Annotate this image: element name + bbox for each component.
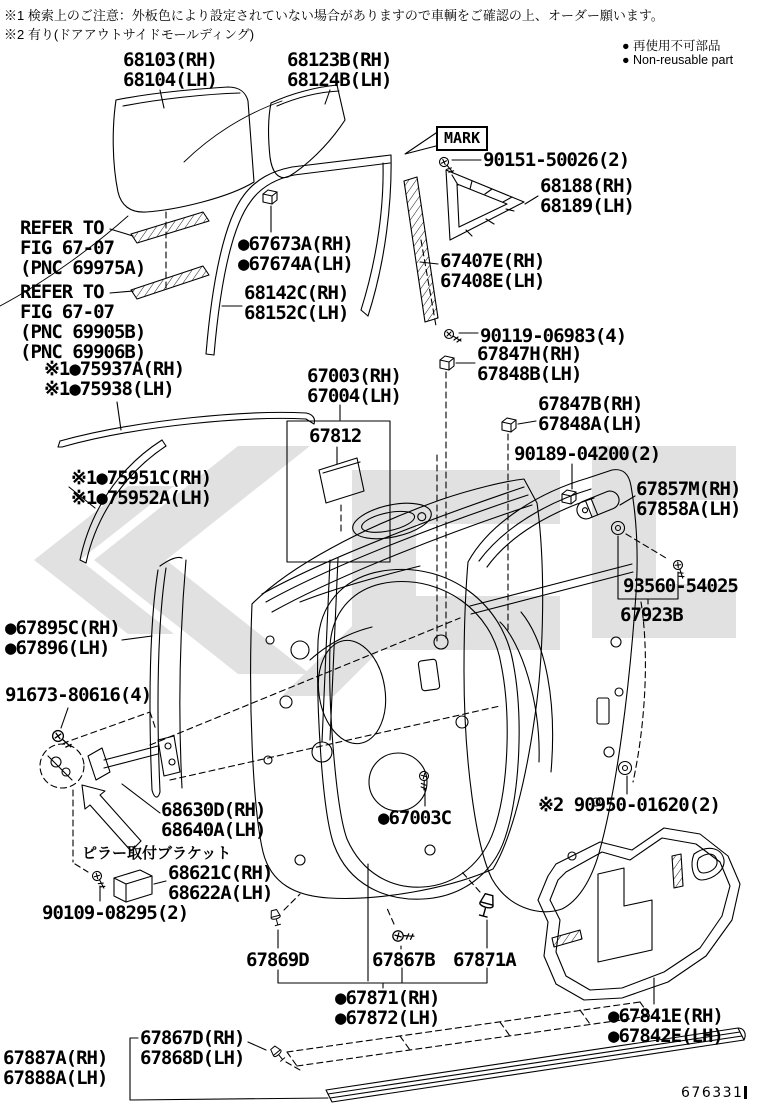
label-line: 67868D(LH) bbox=[140, 1047, 245, 1069]
label-line: 67887A(RH) bbox=[3, 1047, 108, 1069]
label-refer-69975a bbox=[20, 218, 145, 278]
label-line: REFER TO bbox=[20, 217, 104, 239]
label-90950 bbox=[538, 795, 720, 815]
label-line: 68188(RH) bbox=[540, 175, 634, 197]
label-67867d bbox=[140, 1028, 244, 1068]
label-figure-code bbox=[681, 1083, 743, 1103]
label-68188 bbox=[540, 176, 634, 216]
label-line: 90151-50026(2) bbox=[483, 149, 630, 171]
label-90151 bbox=[483, 150, 629, 170]
note-1: ※1 検索上のご注意：外板色により設定されていない場合がありますので車輌をご確認の上、オーダー願います。 bbox=[4, 8, 664, 23]
label-line: 67867D(RH) bbox=[140, 1027, 245, 1049]
note-2: ※2 有り(ドアアウトサイドモールディング) bbox=[4, 27, 255, 42]
label-line: 90109-08295(2) bbox=[42, 902, 189, 924]
label-line: FIG 67-07 bbox=[20, 301, 114, 323]
label-68123b bbox=[287, 50, 391, 90]
label-line: ●67842E(LH) bbox=[608, 1025, 723, 1047]
label-line: 67923B bbox=[620, 604, 683, 626]
label-line: 67408E(LH) bbox=[440, 270, 545, 292]
label-line: (PNC 69906B) bbox=[20, 341, 146, 363]
white-arrow bbox=[82, 785, 141, 851]
label-67895c bbox=[5, 618, 120, 658]
label-93560 bbox=[623, 576, 738, 596]
label-67407e bbox=[440, 251, 544, 291]
label-mark-box bbox=[436, 126, 488, 151]
label-line: 68152C(LH) bbox=[244, 302, 349, 324]
label-67871a bbox=[453, 950, 516, 970]
label-67867b bbox=[372, 950, 435, 970]
label-line: 91673-80616(4) bbox=[5, 684, 152, 706]
label-line: FIG 67-07 bbox=[20, 237, 114, 259]
label-line: 68142C(RH) bbox=[244, 282, 349, 304]
label-line: ●67871(RH) bbox=[335, 987, 440, 1009]
label-line: 676331 bbox=[681, 1085, 744, 1101]
label-67847h bbox=[477, 344, 581, 384]
label-line: 68123B(RH) bbox=[287, 49, 392, 71]
clipped-character bbox=[744, 1086, 747, 1099]
label-line: 68640A(LH) bbox=[161, 819, 266, 841]
label-line: 68622A(LH) bbox=[168, 882, 273, 904]
label-68142c bbox=[244, 283, 348, 323]
label-line: ●67895C(RH) bbox=[5, 617, 120, 639]
division-bar bbox=[404, 177, 438, 326]
label-line: 67848B(LH) bbox=[477, 363, 582, 385]
quarter-weatherstrip bbox=[446, 170, 538, 240]
label-line: (PNC 69905B) bbox=[20, 321, 146, 343]
door-glass bbox=[113, 87, 254, 212]
legend-non-reusable-en: ● Non-reusable part bbox=[622, 53, 734, 67]
label-line: 67847B(RH) bbox=[538, 393, 643, 415]
label-90109 bbox=[42, 903, 188, 923]
quarter-glass bbox=[269, 85, 345, 178]
label-line: 67888A(LH) bbox=[3, 1067, 108, 1089]
label-67887a bbox=[3, 1048, 107, 1088]
label-68103 bbox=[123, 50, 217, 90]
label-line: 67857M(RH) bbox=[636, 478, 741, 500]
label-refer-69905b bbox=[20, 282, 145, 362]
label-67869d bbox=[246, 950, 309, 970]
label-line: 90189-04200(2) bbox=[514, 443, 661, 465]
label-67812 bbox=[309, 426, 361, 446]
label-line: ●67673A(RH) bbox=[238, 233, 353, 255]
label-line: 67847H(RH) bbox=[477, 343, 582, 365]
label-line: 67812 bbox=[309, 425, 362, 447]
label-67857m bbox=[636, 479, 740, 519]
label-line: 67003(RH) bbox=[307, 365, 401, 387]
label-68621c bbox=[168, 863, 272, 903]
label-67871 bbox=[335, 988, 439, 1028]
label-line: 93560-54025 bbox=[623, 575, 738, 597]
label-90189 bbox=[514, 444, 660, 464]
label-line: 68630D(RH) bbox=[161, 799, 266, 821]
label-line: 67848A(LH) bbox=[538, 413, 643, 435]
label-line: 67869D bbox=[246, 949, 309, 971]
label-line: ※1●75951C(RH) bbox=[71, 467, 212, 489]
label-line: ※1●75937A(RH) bbox=[44, 358, 185, 380]
legend-non-reusable-jp: ● 再使用不可部品 bbox=[622, 39, 721, 53]
label-line: ●67003C bbox=[378, 807, 452, 829]
label-line: 68189(LH) bbox=[540, 195, 634, 217]
label-75951c bbox=[71, 468, 211, 508]
label-line: REFER TO bbox=[20, 281, 104, 303]
label-line: ●67674A(LH) bbox=[238, 253, 353, 275]
label-67847b bbox=[538, 394, 642, 434]
label-67841e bbox=[608, 1006, 723, 1046]
label-67003c bbox=[378, 808, 451, 828]
label-line: MARK bbox=[444, 129, 481, 147]
label-75937a bbox=[44, 359, 184, 399]
label-line: 68621C(RH) bbox=[168, 862, 273, 884]
label-line: 67867B bbox=[372, 949, 435, 971]
label-line: 67407E(RH) bbox=[440, 250, 545, 272]
label-line: 68104(LH) bbox=[123, 69, 217, 91]
label-pillar-bracket bbox=[82, 843, 231, 863]
label-line: ●67872(LH) bbox=[335, 1007, 440, 1029]
label-line: ※2 90950-01620(2) bbox=[538, 794, 720, 816]
label-line: ※1●75938(LH) bbox=[44, 378, 174, 400]
label-line: ●67896(LH) bbox=[5, 637, 110, 659]
label-line: 68103(RH) bbox=[123, 49, 217, 71]
label-line: ピラー取付ブラケット bbox=[82, 844, 232, 862]
label-line: 67871A bbox=[453, 949, 516, 971]
label-67673a bbox=[238, 234, 353, 274]
clip-67673a bbox=[263, 190, 277, 232]
label-line: 67004(LH) bbox=[307, 385, 401, 407]
label-91673 bbox=[5, 685, 151, 705]
label-line: 90119-06983(4) bbox=[480, 325, 627, 347]
label-line: 68124B(LH) bbox=[287, 69, 392, 91]
pillar-bracket-part bbox=[89, 870, 166, 902]
label-line: ●67841E(RH) bbox=[608, 1005, 723, 1027]
label-67003 bbox=[307, 366, 401, 406]
label-68630d bbox=[161, 800, 265, 840]
label-67923b bbox=[620, 605, 683, 625]
label-line: 67858A(LH) bbox=[636, 498, 741, 520]
label-line: (PNC 69975A) bbox=[20, 257, 146, 279]
label-line: ※1●75952A(LH) bbox=[71, 487, 212, 509]
